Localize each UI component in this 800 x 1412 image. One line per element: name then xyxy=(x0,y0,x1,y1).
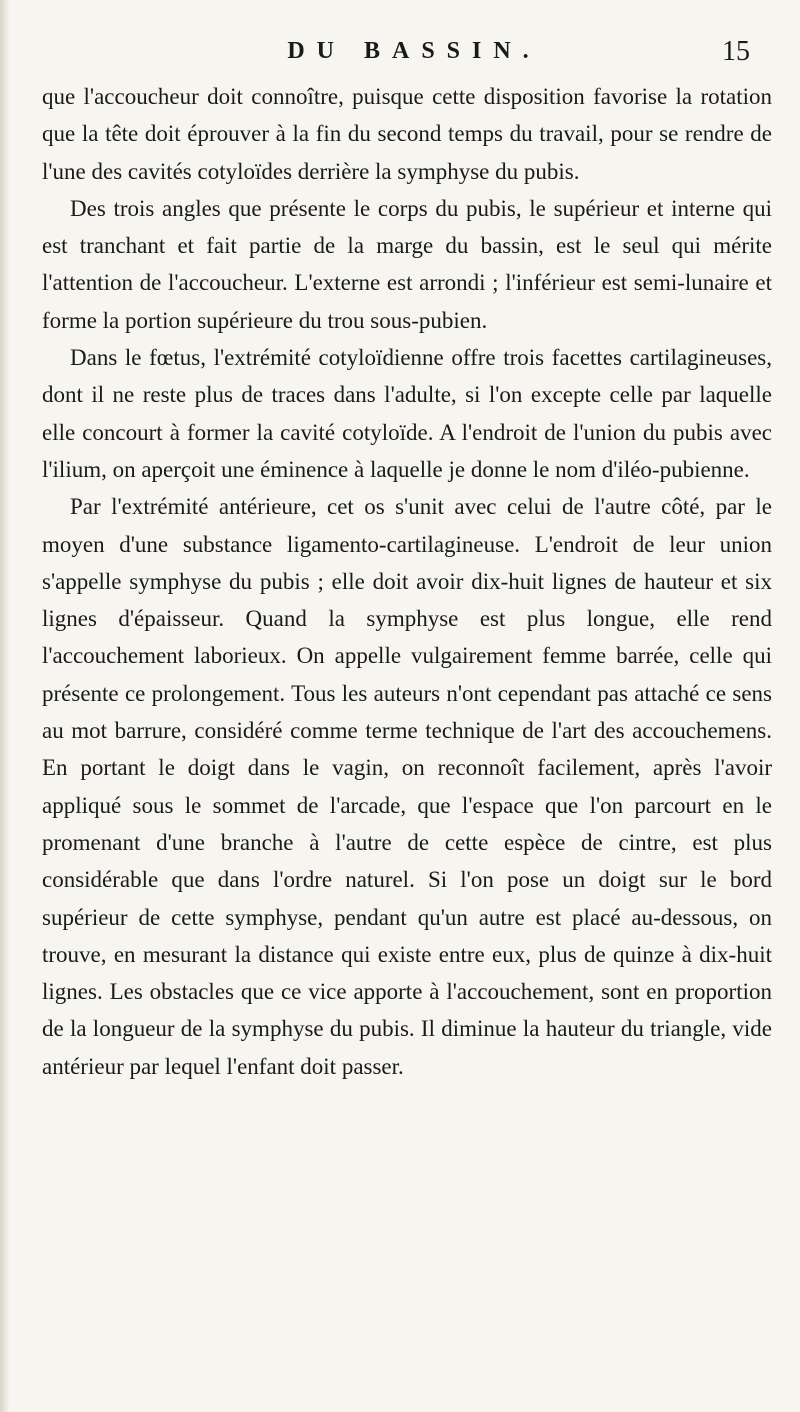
paragraph-symphysis: Par l'extrémité antérieure, cet os s'unit avec celui de l'autre côté, par le moyen d'une substance ligamento-cartilagineuse. L'endroit de leur union s'appelle symphyse du pubis ; elle doit avoir dix-huit lignes de hauteur et six lignes d'épaisseur. Quand la symphyse est plus longue, elle rend l'accouchement laborieux. On appelle vulgairement femme barrée, celle qui présente ce prolongement. Tous les auteurs n'ont cependant pas attaché ce sens au mot barrure, considéré comme terme technique de l'art des accouchemens. En portant le doigt dans le vagin, on reconnoît facilement, après l'avoir appliqué sous le sommet de l'arcade, que l'espace que l'on parcourt en le promenant d'une branche à l'autre de cette espèce de cintre, est plus considérable que dans l'ordre naturel. Si l'on pose un doigt sur le bord supérieur de cette symphyse, pendant qu'un autre est placé au-dessous, on trouve, en mesurant la distance qui existe entre eux, plus de quinze à dix-huit lignes. Les obstacles que ce vice apporte à l'accouchement, sont en proportion de la longueur de la symphyse du pubis. Il diminue la hauteur du triangle, vide antérieur par lequel l'enfant doit passer. xyxy=(42,494,772,1079)
running-head-title: DU BASSIN. xyxy=(287,38,541,64)
running-head xyxy=(0,38,800,72)
paragraph-continued: que l'accoucheur doit connoître, puisque cette disposition favorise la rotation que la tête doit éprouver à la fin du second temps du travail, pour se rendre de l'une des cavités cotyloïdes derrière la symphyse du pubis. xyxy=(42,84,772,184)
body-text xyxy=(42,78,772,1085)
paragraph-foetus: Dans le fœtus, l'extrémité cotyloïdienne offre trois facettes cartilagineuses, dont il ne reste plus de traces dans l'adulte, si l'on excepte celle par laquelle elle concourt à former la cavité cotyloïde. A l'endroit de l'union du pubis avec l'ilium, on aperçoit une éminence à laquelle je donne le nom d'iléo-pubienne. xyxy=(42,345,772,482)
binding-shadow xyxy=(0,0,10,1412)
page-number: 15 xyxy=(722,36,750,67)
paragraph-angles: Des trois angles que présente le corps du pubis, le supérieur et interne qui est tranchant et fait partie de la marge du bassin, est le seul qui mérite l'attention de l'accoucheur. L'externe est arrondi ; l'inférieur est semi-lunaire et forme la portion supérieure du trou sous-pubien. xyxy=(42,195,772,333)
